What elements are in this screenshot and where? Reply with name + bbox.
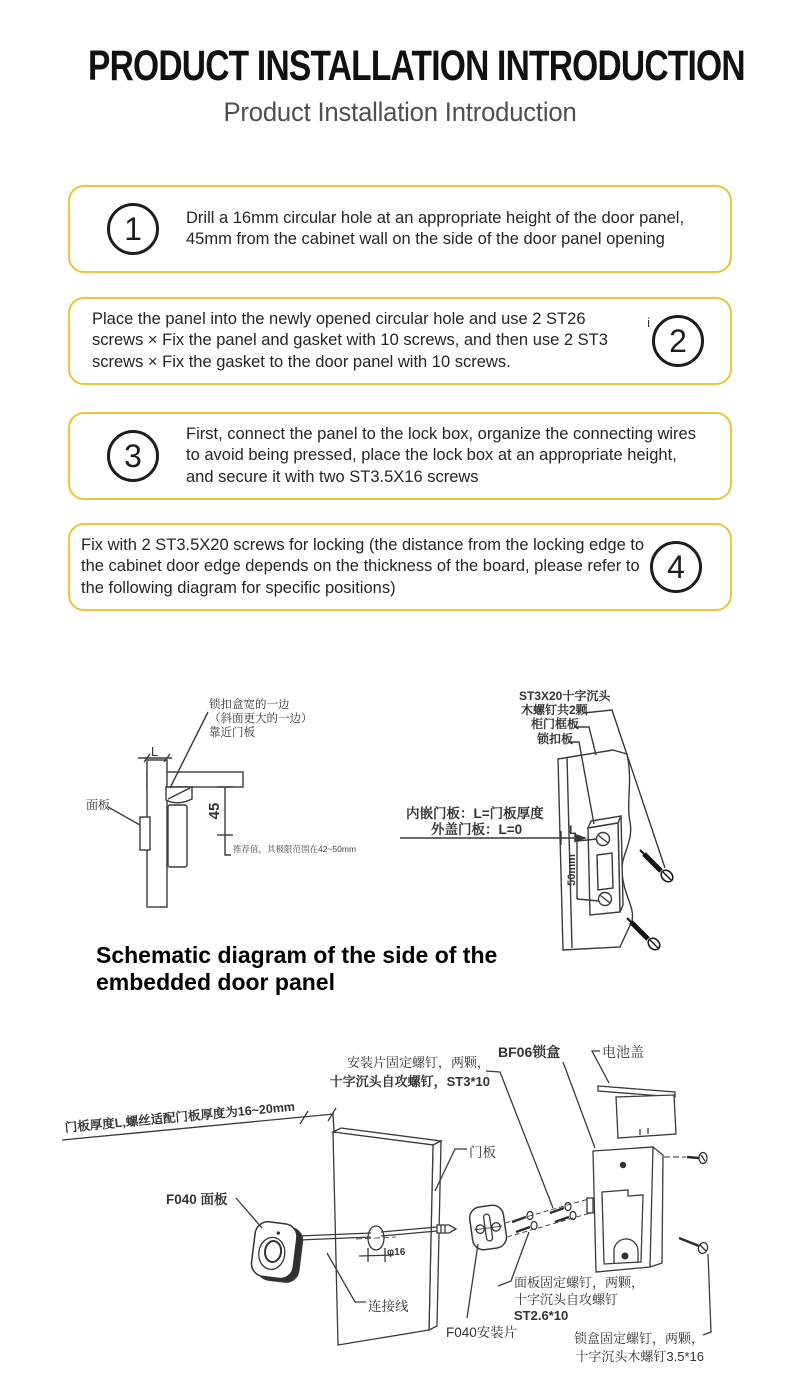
step-box-3 [68, 412, 732, 500]
step-box-1 [68, 185, 732, 273]
step-number-3: 3 [107, 430, 159, 482]
page-subtitle: Product Installation Introduction [223, 97, 577, 127]
panel-screw-note-line1: 面板固定螺钉，两颗， [514, 1275, 645, 1290]
screw-icon [640, 850, 675, 884]
lockbox-screw-note-line1: 锁盒固定螺钉，两颗， [573, 1331, 704, 1346]
step-text-4: Fix with 2 ST3.5X20 screws for locking (the distance from the locking edge to the cabinet door edge depends on the thickness of the board, please refer to the following diagram for specific positions) [81, 535, 645, 597]
catch-label: 锁扣板 [537, 732, 574, 746]
knob-drawing [250, 1220, 305, 1283]
page-title: PRODUCT INSTALLATION INTRODUCTION [88, 42, 745, 90]
battery-cover-label: 电池盖 [602, 1044, 644, 1060]
mount-screw-note-line1: 安装片固定螺钉，两颗， [346, 1055, 490, 1070]
dim-l-left: L [151, 744, 159, 759]
latch-side-note-line2: （斜面更大的一边） [209, 713, 313, 725]
panel-screw-note [514, 1275, 644, 1325]
mounting-plate-drawing [468, 1204, 508, 1251]
diagram-caption-line2: embedded door panel [96, 969, 335, 995]
latch-side-note [209, 698, 313, 740]
mount-screw-note-line2: 十字沉头自攻螺钉，ST3*10 [329, 1074, 490, 1089]
step-box-2 [68, 297, 732, 385]
mount-screw-note [318, 1053, 490, 1091]
screw-pair-b [550, 1203, 576, 1223]
lockbox-screw-note-line2: 十字沉头木螺钉3.5*16 [575, 1348, 704, 1364]
step-number-4: 4 [650, 541, 702, 593]
cable-label: 连接线 [368, 1299, 409, 1314]
step-text-3: First, connect the panel to the lock box, organize the connecting wires to avoid being pressed, place the lock box at an appropriate height, and secure it with two ST3.5X16 screws [186, 424, 696, 486]
latch-side-note-line3: 靠近门板 [209, 727, 255, 739]
lockbox-screw-top [664, 1153, 707, 1164]
f040-panel-label: F040 面板 [166, 1192, 228, 1207]
diagram-caption-line1: Schematic diagram of the side of the [96, 942, 498, 968]
stray-mark: i [647, 315, 650, 330]
recommend-note: 推荐值，其极限范围在42~50mm [233, 844, 357, 854]
step-text-1: Drill a 16mm circular hole at an appropriate height of the door panel, 45mm from the cabinet wall on the side of the door panel opening [186, 208, 685, 248]
battery-cover-drawing [598, 1086, 676, 1138]
panel-screw-note-line2: 十字沉头自攻螺钉 [514, 1291, 619, 1307]
step-number-2: 2 [652, 315, 704, 367]
embed-note: 内嵌门板：L=门板厚度 [406, 806, 544, 821]
mounting-plate-label: F040安装片 [446, 1325, 518, 1340]
screw-icon [627, 918, 662, 952]
dim-l-right: L [569, 823, 577, 837]
step-text-2: Place the panel into the newly opened circular hole and use 2 ST26 screws × Fix the panel and gasket with 10 screws, and then use 2 ST3 screws × Fix the gasket to the door panel with 10 screws. [92, 309, 608, 371]
dim-50mm: 50mm [566, 854, 578, 886]
lockbox-screw-bottom [679, 1238, 709, 1255]
panel-screw-note-line3: ST2.6*10 [514, 1308, 569, 1323]
frame-label: 柜门框板 [531, 717, 580, 731]
lockbox-drawing [587, 1147, 663, 1272]
thickness-note: 门板厚度L,螺丝适配门板厚度为16~20mm [64, 1099, 296, 1135]
door-panel-label: 门板 [469, 1145, 496, 1160]
diagram-caption [96, 942, 497, 996]
hole-diameter-label: φ16 [387, 1247, 406, 1258]
screw-pair-a [512, 1212, 537, 1233]
latch-side-note-line1: 锁扣盒宽的一边 [209, 699, 290, 711]
lockbox-label: BF06锁盒 [498, 1044, 561, 1060]
lockbox-screw-note [538, 1330, 704, 1365]
dim-45: 45 [206, 802, 223, 820]
step-box-4 [68, 523, 732, 611]
step-number-1: 1 [107, 203, 159, 255]
side-view-diagram [0, 650, 800, 1028]
screw-note-line2: 木螺钉共2颗 [521, 703, 588, 717]
cover-note: 外盖门板：L=0 [431, 822, 523, 837]
screw-note-line1: ST3X20十字沉头 [519, 689, 611, 703]
exploded-diagram [0, 1040, 800, 1388]
panel-label: 面板 [86, 798, 111, 812]
